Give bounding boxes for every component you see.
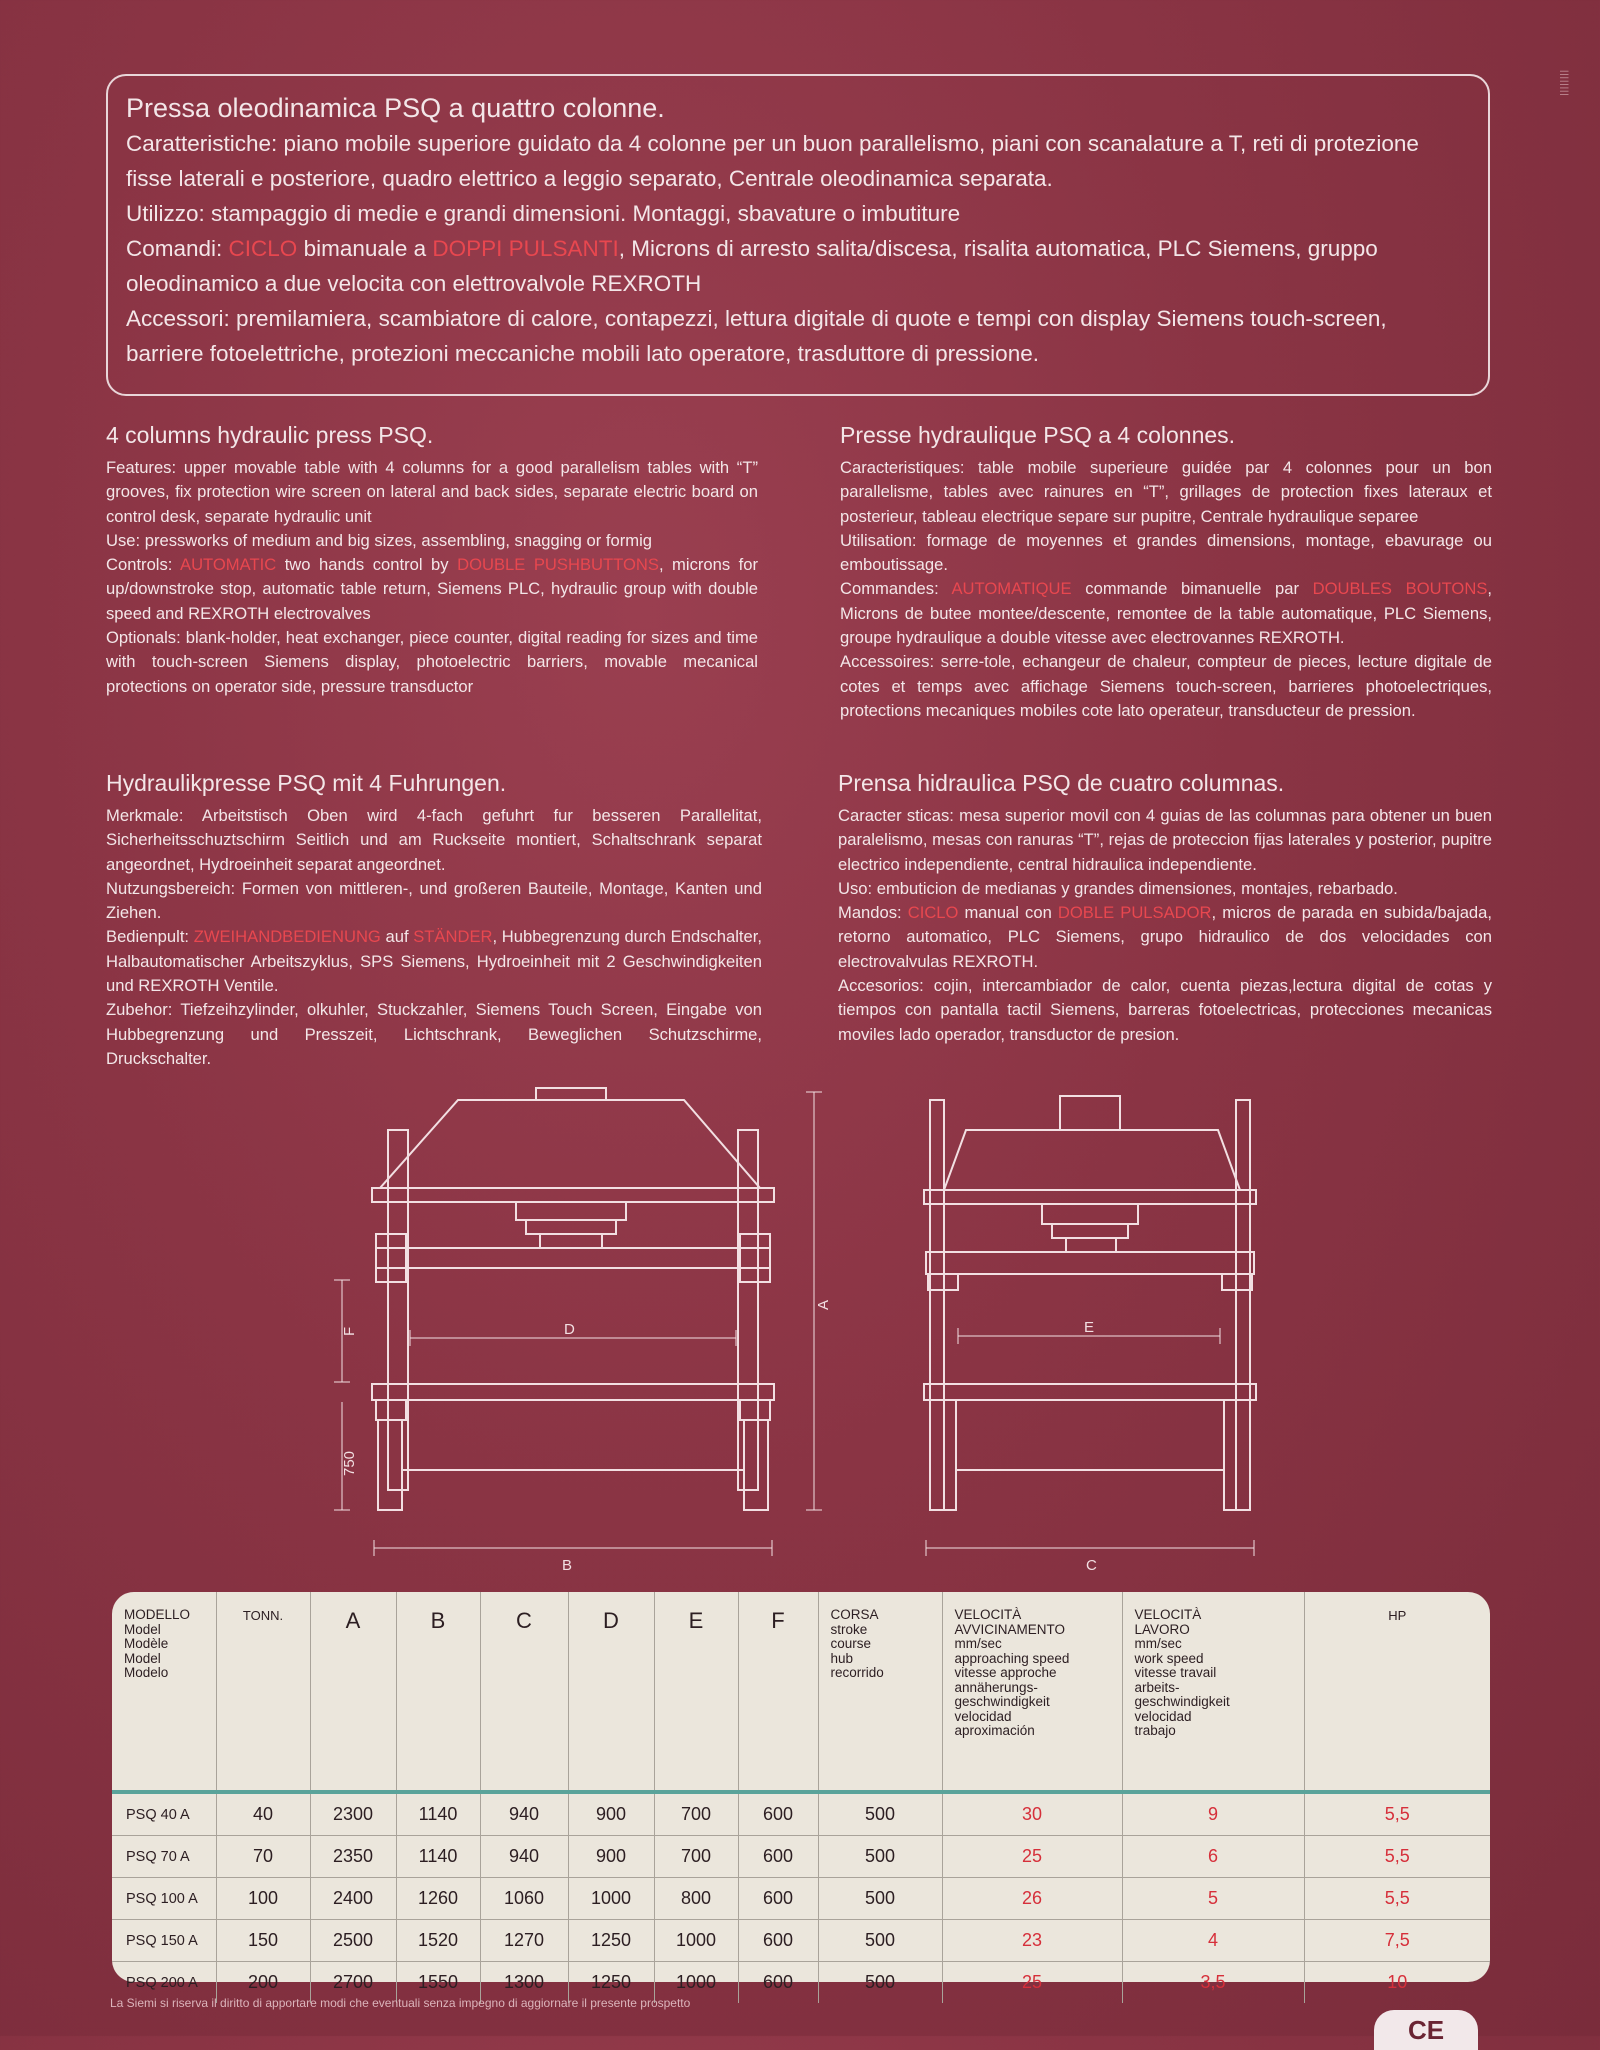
ce-mark: CE [1374, 2010, 1478, 2050]
french-section [840, 420, 1492, 723]
header-work-line: arbeits- [1134, 1679, 1180, 1695]
english-title: 4 columns hydraulic press PSQ. [106, 422, 434, 448]
header-work-speed [1122, 1592, 1304, 1792]
table-row [112, 1836, 1490, 1878]
french-controls-tail: , Microns de butee montee/descente, remontee de la table automatique, PLC Siemens, groupe hydraulique a double vitesse avec electrovannes REXROTH. [840, 579, 1493, 648]
table-cell: 600 [738, 1920, 818, 1962]
header-model-line: Modelo [124, 1665, 169, 1680]
spanish-title: Prensa hidraulica PSQ de cuatro columnas. [838, 770, 1285, 796]
header-approach-line: annäherungs- [954, 1679, 1038, 1695]
table-cell: 1000 [568, 1878, 654, 1920]
table-cell: 5 [1122, 1878, 1304, 1920]
header-stroke-line: hub [830, 1650, 854, 1666]
header-stroke-line: recorrido [830, 1665, 884, 1680]
german-controls-highlight-1: ZWEIHANDBEDIENUNG [193, 927, 381, 947]
english-use: Use: pressworks of medium and big sizes, assembling, snagging or formig [106, 530, 652, 550]
table-cell: 940 [480, 1792, 568, 1836]
spanish-section [838, 768, 1492, 1047]
dim-label-750: 750 [341, 1450, 358, 1476]
french-use: Utilisation: formage de moyennes et grandes dimensions, montage, ebavurage ou emboutissage. [840, 530, 1492, 575]
table-cell: 700 [654, 1792, 738, 1836]
front-view-drawing [330, 1080, 850, 1580]
header-f: F [738, 1592, 818, 1792]
english-features: Features: upper movable table with 4 columns for a good parallelism tables with “T” grooves, fix protection wire screen on lateral and back sides, separate electric board on control desk, separate hydraulic unit [106, 458, 758, 526]
english-section [106, 420, 758, 699]
spanish-controls-tail: , micros de parada en subida/bajada, retorno automatico, PLC Siemens, grupo hidraulico de dos velocidades con electrovalvulas REXROTH. [838, 903, 1492, 971]
header-approach-line: VELOCITÀ [954, 1607, 1022, 1622]
english-controls-highlight-1: AUTOMATIC [180, 555, 277, 575]
table-cell: PSQ 200 A [112, 1962, 216, 2004]
table-cell: 2300 [310, 1792, 396, 1836]
table-cell: 25 [942, 1962, 1122, 2004]
spanish-controls-highlight-2: DOBLE PULSADOR [1057, 903, 1212, 923]
table-cell: PSQ 150 A [112, 1920, 216, 1962]
header-d: D [568, 1592, 654, 1792]
header-c: C [480, 1592, 568, 1792]
italian-use: Utilizzo: stampaggio di medie e grandi dimensioni. Montaggi, sbavature o imbutiture [126, 201, 961, 226]
german-accessories: Zubehor: Tiefzeihzylinder, olkuhler, Stuckzahler, Siemens Touch Screen, Eingabe von Hubbegrenzung und Presszeit, Lichtschrank, Beweglichen Schutzschirme, Druckschalter. [106, 1000, 762, 1068]
italian-controls [126, 231, 1470, 301]
footer-note: La Siemi si riserva il diritto di apportare modi che eventuali senza impegno di aggiornare il presente prospetto [110, 1996, 691, 2010]
english-optionals: Optionals: blank-holder, heat exchanger, piece counter, digital reading for sizes and time with touch-screen Siemens display, photoelectric barriers, movable mecanical protections on operator side, pressure transductor [106, 628, 758, 696]
table-cell: 700 [654, 1836, 738, 1878]
header-model-line: Model [124, 1621, 161, 1637]
french-features: Caracteristiques: table mobile superieure guidée par 4 colonnes pour un bon parallelisme, tables avec rainures en “T”, grillages de protection fixes lateraux et posterieur, tableau electrique separe sur pupitre, Centrale hydraulique separee [840, 458, 1492, 526]
table-cell: PSQ 40 A [112, 1792, 216, 1836]
table-cell: 1550 [396, 1962, 480, 2004]
header-work-line: trabajo [1134, 1723, 1176, 1738]
table-cell: 940 [480, 1836, 568, 1878]
table-cell: 500 [818, 1962, 942, 2004]
spec-table [112, 1592, 1490, 1992]
header-stroke [818, 1592, 942, 1792]
header-approach-line: vitesse approche [954, 1665, 1057, 1680]
table-cell: 1250 [568, 1920, 654, 1962]
table-cell: 500 [818, 1920, 942, 1962]
dim-label-d: D [564, 1321, 575, 1338]
english-controls [106, 553, 758, 626]
table-cell: 40 [216, 1792, 310, 1836]
header-work-line: work speed [1134, 1650, 1204, 1666]
table-cell: 900 [568, 1836, 654, 1878]
english-controls-tail: , microns for up/downstroke stop, automatic table return, Siemens PLC, hydraulic group with double speed and REXROTH electrovalves [106, 555, 759, 623]
spec-table-body [112, 1792, 1490, 2003]
french-accessories: Accessoires: serre-tole, echangeur de chaleur, compteur de pieces, lecture digitale de cotes et temps avec affichage Siemens touch-screen, barrieres photoelectriques, protections mecaniques mobiles cote lato operateur, transducteur de pression. [840, 652, 1492, 720]
french-title: Presse hydraulique PSQ a 4 colonnes. [840, 422, 1236, 448]
table-cell: 1060 [480, 1878, 568, 1920]
table-cell: 500 [818, 1836, 942, 1878]
italian-controls-highlight-2: DOPPI PULSANTI [432, 236, 619, 261]
italian-accessories: Accessori: premilamiera, scambiatore di calore, contapezzi, lettura digitale di quote e tempi con display Siemens touch-screen, barriere fotoelettriche, protezioni meccaniche mobili lato operatore, trasduttore di pressione. [126, 306, 1387, 366]
french-controls-mid: commande bimanuelle par [1071, 579, 1313, 599]
header-approach-line: geschwindigkeit [954, 1694, 1050, 1709]
header-work-line: geschwindigkeit [1134, 1694, 1230, 1709]
table-cell: 1000 [654, 1920, 738, 1962]
table-cell: PSQ 100 A [112, 1878, 216, 1920]
table-cell: 1140 [396, 1792, 480, 1836]
table-cell: 1250 [568, 1962, 654, 2004]
table-cell: 200 [216, 1962, 310, 2004]
table-cell: 5,5 [1304, 1792, 1490, 1836]
edge-print-code: |||||||| [1560, 70, 1570, 97]
table-cell: 30 [942, 1792, 1122, 1836]
german-title: Hydraulikpresse PSQ mit 4 Fuhrungen. [106, 770, 507, 796]
header-work-line: VELOCITÀ [1134, 1607, 1202, 1622]
side-view-drawing [900, 1080, 1280, 1580]
table-cell: 800 [654, 1878, 738, 1920]
header-approach-line: mm/sec [954, 1636, 1002, 1651]
table-row [112, 1878, 1490, 1920]
table-cell: 9 [1122, 1792, 1304, 1836]
header-approach-speed [942, 1592, 1122, 1792]
italian-controls-highlight-1: CICLO [228, 236, 298, 261]
english-controls-mid: two hands control by [276, 555, 458, 575]
spanish-controls-mid: manual con [958, 903, 1058, 923]
header-model-line: Model [124, 1650, 161, 1666]
header-hp: HP [1304, 1592, 1490, 1792]
header-tonn: TONN. [216, 1592, 310, 1792]
table-row [112, 1920, 1490, 1962]
table-cell: 2700 [310, 1962, 396, 2004]
header-stroke-line: stroke [830, 1621, 868, 1637]
table-cell: 1000 [654, 1962, 738, 2004]
table-cell: 1140 [396, 1836, 480, 1878]
english-controls-highlight-2: DOUBLE PUSHBUTTONS [457, 555, 659, 575]
table-cell: 3,5 [1122, 1962, 1304, 2004]
table-cell: 150 [216, 1920, 310, 1962]
spanish-controls-lead: Mandos: [838, 903, 908, 923]
table-cell: 10 [1387, 1972, 1408, 1992]
table-cell: 4 [1122, 1920, 1304, 1962]
spanish-controls [838, 901, 1492, 974]
header-b: B [396, 1592, 480, 1792]
header-approach-line: velocidad [954, 1708, 1012, 1724]
german-controls-highlight-2: STÄNDER [413, 927, 493, 947]
table-cell: 600 [738, 1792, 818, 1836]
table-cell: 100 [216, 1878, 310, 1920]
header-model-line: Modèle [124, 1636, 169, 1651]
table-cell: 5,5 [1304, 1878, 1490, 1920]
spanish-accessories: Accesorios: cojin, intercambiador de calor, cuenta piezas,lectura digital de cotas y tiempos con pantalla tactil Siemens, barreras fotoelectricas, protecciones mecanicas moviles lado operador, transductor de presion. [838, 976, 1492, 1044]
header-work-line: mm/sec [1134, 1636, 1182, 1651]
table-row [112, 1792, 1490, 1836]
header-stroke-line: course [830, 1636, 872, 1651]
header-a: A [310, 1592, 396, 1792]
table-cell: 2350 [310, 1836, 396, 1878]
header-stroke-line: CORSA [830, 1607, 879, 1622]
dim-label-c: C [1086, 1557, 1097, 1574]
table-cell: 1260 [396, 1878, 480, 1920]
german-controls-mid: auf [380, 927, 414, 947]
german-features: Merkmale: Arbeitstisch Oben wird 4-fach gefuhrt fur besseren Parallelitat, Sicherheitsschuztschirm Seitlich und am Ruckseite montiert, Schaltschrank separat angeordnet, Hydroeinheit separat angeordnet. [106, 806, 762, 874]
spanish-features: Caracter sticas: mesa superior movil con 4 guias de las columnas para obtener un buen paralelismo, mesas con ranuras “T”, rejas de proteccion fijas laterales y posterior, pupitre electrico independiente, central hidraulica independiente. [838, 806, 1492, 874]
german-controls-tail: , Hubbegrenzung durch Endschalter, Halbautomatischer Arbeitszyklus, SPS Siemens, Hydroeinheit mit 2 Geschwindigkeiten und REXROTH Ventile. [106, 927, 762, 996]
table-cell: 2400 [310, 1878, 396, 1920]
header-model [112, 1592, 216, 1792]
french-controls-highlight-1: AUTOMATIQUE [951, 579, 1072, 599]
table-cell: PSQ 70 A [112, 1836, 216, 1878]
table-cell: 70 [216, 1836, 310, 1878]
italian-features: Caratteristiche: piano mobile superiore guidato da 4 colonne per un buon parallelismo, piani con scanalature a T, reti di protezione fisse laterali e posteriore, quadro elettrico a leggio separato, Centrale oleodinamica separata. [126, 131, 1419, 191]
header-approach-line: aproximación [954, 1723, 1035, 1738]
german-controls [106, 925, 762, 998]
dim-label-f: F [341, 1326, 358, 1336]
french-controls [840, 577, 1492, 650]
german-controls-lead: Bedienpult: [106, 927, 194, 947]
table-cell: 500 [818, 1792, 942, 1836]
german-use: Nutzungsbereich: Formen von mittleren-, und großeren Bauteile, Montage, Kanten und Ziehen. [106, 878, 762, 923]
table-cell: 23 [942, 1920, 1122, 1962]
spanish-controls-highlight-1: CICLO [907, 903, 959, 923]
italian-title: Pressa oleodinamica PSQ a quattro colonne. [126, 93, 665, 123]
table-cell: 600 [738, 1836, 818, 1878]
dim-label-b: B [562, 1557, 573, 1574]
table-cell: 500 [818, 1878, 942, 1920]
table-cell: 25 [942, 1836, 1122, 1878]
table-cell: 6 [1122, 1836, 1304, 1878]
table-cell: 26 [942, 1878, 1122, 1920]
italian-controls-tail: , Microns di arresto salita/discesa, risalita automatica, PLC Siemens, gruppo oleodinamico a due velocita con elettrovalvole REXROTH [126, 236, 1378, 296]
spanish-use: Uso: embuticion de medianas y grandes dimensiones, montajes, rebarbado. [838, 878, 1398, 898]
header-work-line: LAVORO [1134, 1621, 1190, 1637]
italian-description-box [106, 74, 1490, 396]
table-cell: 1300 [480, 1962, 568, 2004]
french-controls-highlight-2: DOUBLES BOUTONS [1312, 579, 1488, 599]
header-approach-line: approaching speed [954, 1650, 1070, 1666]
table-cell: 600 [738, 1962, 818, 2004]
table-cell: 7,5 [1304, 1920, 1490, 1962]
table-cell: 900 [568, 1792, 654, 1836]
dim-label-e: E [1084, 1319, 1095, 1336]
table-cell: 600 [738, 1878, 818, 1920]
table-cell: 1520 [396, 1920, 480, 1962]
italian-controls-mid: bimanuale a [297, 236, 433, 261]
header-work-line: vitesse travail [1134, 1665, 1217, 1680]
header-model-line: MODELLO [124, 1607, 191, 1622]
italian-controls-lead: Comandi: [126, 236, 229, 261]
table-cell: 1270 [480, 1920, 568, 1962]
header-e: E [654, 1592, 738, 1792]
table-cell: 2500 [310, 1920, 396, 1962]
table-cell: 5,5 [1304, 1836, 1490, 1878]
header-work-line: velocidad [1134, 1708, 1192, 1724]
dim-label-a: A [815, 1299, 832, 1310]
french-controls-lead: Commandes: [840, 579, 952, 599]
german-section [106, 768, 762, 1071]
header-approach-line: AVVICINAMENTO [954, 1621, 1066, 1637]
english-controls-lead: Controls: [106, 555, 180, 575]
